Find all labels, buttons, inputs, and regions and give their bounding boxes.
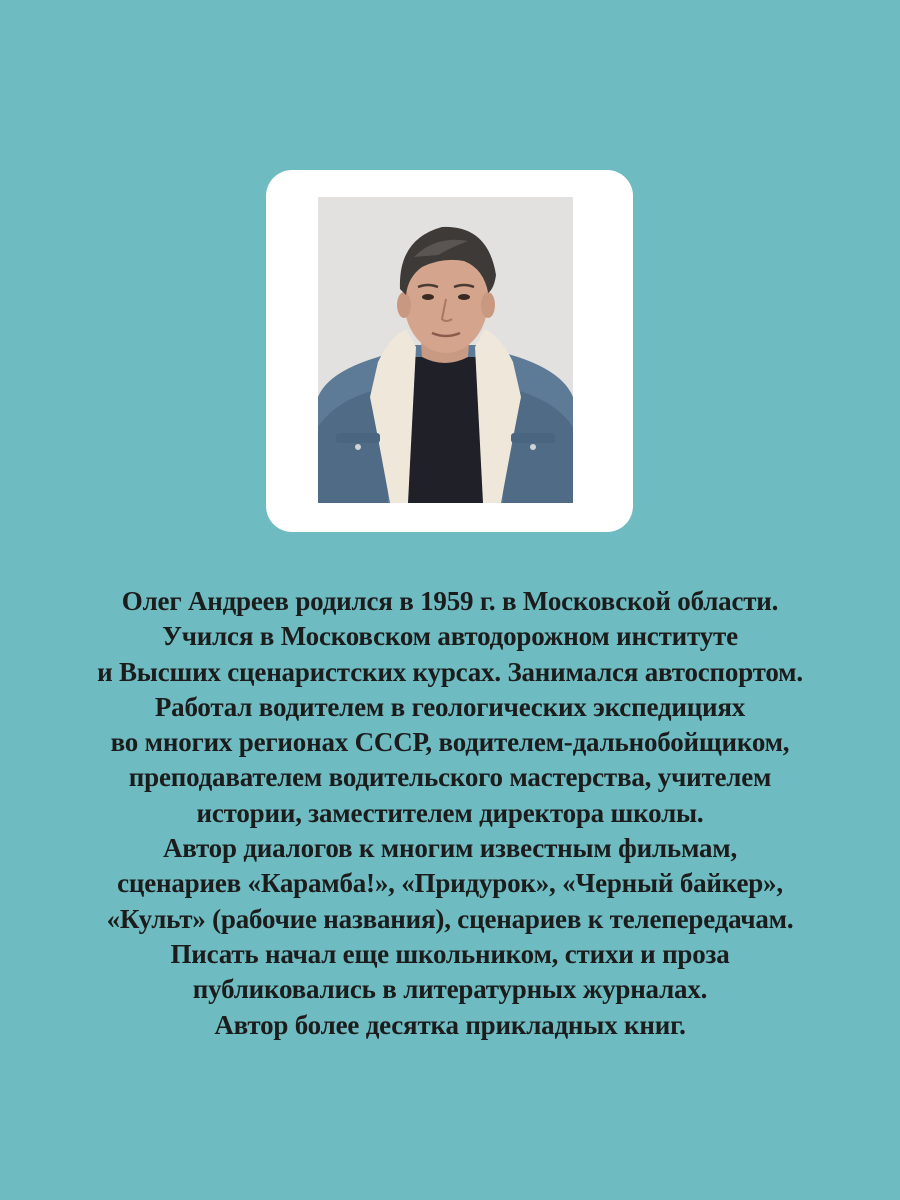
bio-line: публиковались в литературных журналах. <box>192 974 708 1005</box>
bio-line: во многих регионах СССР, водителем-дальнобойщиком, <box>110 727 790 758</box>
bio-line: Работал водителем в геологических экспедициях <box>154 691 746 722</box>
bio-line: преподавателем водительского мастерства, учителем <box>128 762 772 793</box>
bio-line: истории, заместителем директора школы. <box>196 797 704 828</box>
bio-line: «Культ» (рабочие названия), сценариев к телепередачам. <box>106 903 794 934</box>
photo-frame <box>266 170 633 532</box>
author-portrait-icon <box>318 197 573 503</box>
author-photo <box>318 197 573 503</box>
bio-line: Олег Андреев родился в 1959 г. в Московской области. <box>121 586 779 616</box>
author-bio <box>40 584 860 1043</box>
bio-line: сценариев «Карамба!», «Придурок», «Черный байкер», <box>117 868 783 899</box>
bio-line: и Высших сценаристских курсах. Занимался автоспортом. <box>97 656 803 687</box>
bio-line: Автор диалогов к многим известным фильмам, <box>162 833 738 864</box>
bio-line: Учился в Московском автодорожном институте <box>162 621 738 652</box>
bio-line: Писать начал еще школьником, стихи и проза <box>170 938 730 969</box>
bio-line: Автор более десятка прикладных книг. <box>214 1009 686 1040</box>
